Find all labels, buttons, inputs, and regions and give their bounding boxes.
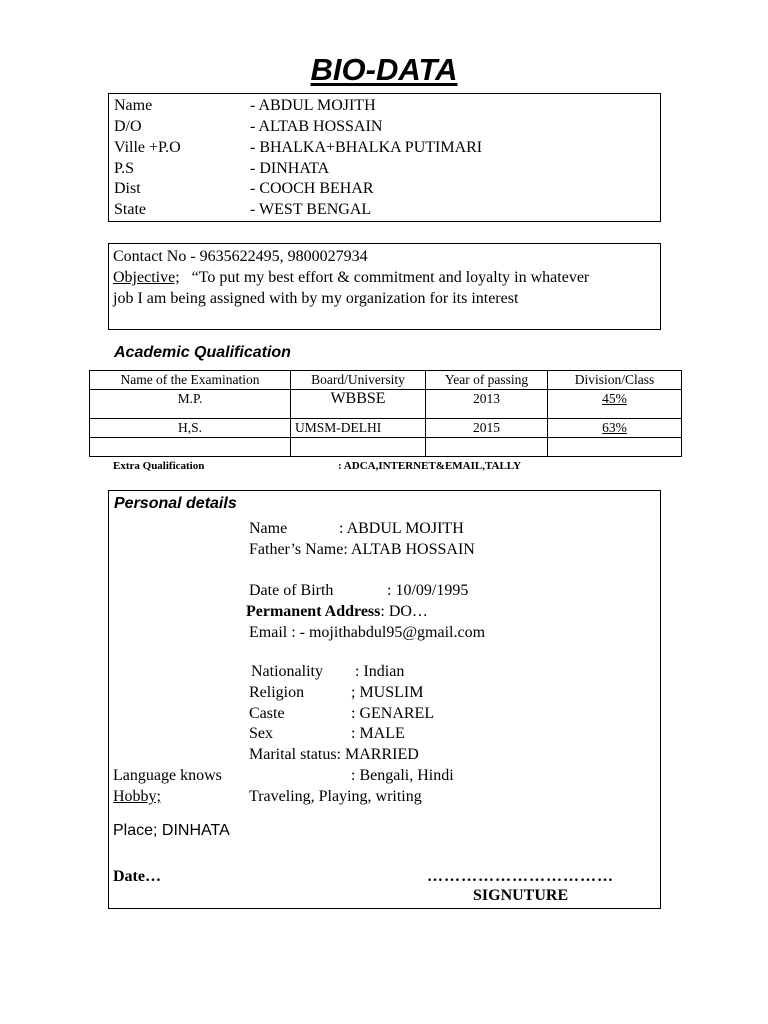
language-value: : Bengali, Hindi — [351, 767, 454, 784]
address-value: - DINHATA — [250, 160, 330, 177]
table-cell — [90, 438, 291, 457]
table-cell — [426, 438, 548, 457]
religion-value: ; MUSLIM — [351, 684, 424, 701]
sex-label: Sex — [249, 725, 273, 742]
table-cell: H,S. — [90, 419, 291, 438]
objective-text-2: job I am being assigned with by my organization for its interest — [113, 290, 519, 307]
contact-value: - 9635622495, 9800027934 — [190, 248, 368, 265]
address-label: Ville +P.O — [114, 139, 181, 156]
academic-heading: Academic Qualification — [114, 344, 291, 361]
personal-details-heading: Personal details — [114, 495, 237, 512]
objective-line-2 — [113, 288, 654, 309]
place: Place; DINHATA — [113, 822, 230, 839]
table-cell: UMSM-DELHI — [291, 419, 426, 438]
religion-label: Religion — [249, 684, 305, 701]
address-label: Name — [114, 97, 153, 114]
caste-label: Caste — [249, 705, 285, 722]
column-header: Year of passing — [426, 371, 548, 390]
personal-details-box — [108, 490, 661, 909]
table-header-row — [90, 371, 682, 390]
table-row — [90, 390, 682, 419]
column-header: Name of the Examination — [90, 371, 291, 390]
address-label: P.S — [114, 160, 135, 177]
name-value: : ABDUL MOJITH — [339, 520, 464, 537]
contact-line — [113, 246, 654, 267]
table-cell: 2013 — [426, 390, 548, 419]
page-title: BIO-DATA — [310, 52, 458, 87]
signature-label: SIGNUTURE — [473, 887, 569, 904]
table-cell: 45% — [548, 390, 682, 419]
permanent-address-value: : DO… — [380, 603, 428, 620]
address-label: Dist — [114, 180, 141, 197]
sex-value: : MALE — [351, 725, 405, 742]
email: Email : - mojithabdul95@gmail.com — [249, 624, 486, 641]
marital-status: Marital status: MARRIED — [249, 746, 419, 763]
extra-qualification-label: Extra Qualification — [113, 460, 205, 472]
objective-text: “To put my best effort & commitment and loyalty in whatever — [191, 269, 590, 286]
signature-line: …………………………… — [427, 868, 614, 885]
address-value: - WEST BENGAL — [250, 201, 372, 218]
table-cell: M.P. — [90, 390, 291, 419]
extra-qualification-value: : ADCA,INTERNET&EMAIL,TALLY — [338, 460, 522, 472]
hobby-value: Traveling, Playing, writing — [249, 788, 422, 805]
address-value: - ABDUL MOJITH — [250, 97, 376, 114]
dob-value: : 10/09/1995 — [387, 582, 469, 599]
column-header: Division/Class — [548, 371, 682, 390]
table-cell — [548, 438, 682, 457]
academic-table — [89, 370, 682, 457]
table-row — [90, 419, 682, 438]
language-label: Language knows — [113, 767, 222, 784]
objective-line — [113, 267, 654, 288]
table-cell: 2015 — [426, 419, 548, 438]
address-value: - ALTAB HOSSAIN — [250, 118, 383, 135]
table-cell: WBBSE — [291, 390, 426, 419]
permanent-address-label: Permanent Address — [246, 603, 381, 620]
address-box — [108, 93, 661, 222]
address-value: - BHALKA+BHALKA PUTIMARI — [250, 139, 483, 156]
nationality-label: Nationality — [251, 663, 323, 680]
column-header: Board/University — [291, 371, 426, 390]
permanent-address — [246, 602, 428, 622]
father-name: Father’s Name: ALTAB HOSSAIN — [249, 541, 475, 558]
address-label: D/O — [114, 118, 142, 135]
table-cell: 63% — [548, 419, 682, 438]
table-row — [90, 438, 682, 457]
address-label: State — [114, 201, 146, 218]
nationality-value: : Indian — [355, 663, 405, 680]
hobby-label: Hobby; — [113, 788, 161, 805]
address-value: - COOCH BEHAR — [250, 180, 374, 197]
table-cell — [291, 438, 426, 457]
contact-label: Contact No — [113, 248, 187, 265]
caste-value: : GENAREL — [351, 705, 435, 722]
name-label: Name — [249, 520, 288, 537]
objective-label: Objective; — [113, 269, 180, 286]
dob-label: Date of Birth — [249, 582, 334, 599]
date-label: Date… — [113, 868, 161, 885]
contact-box — [108, 243, 661, 330]
